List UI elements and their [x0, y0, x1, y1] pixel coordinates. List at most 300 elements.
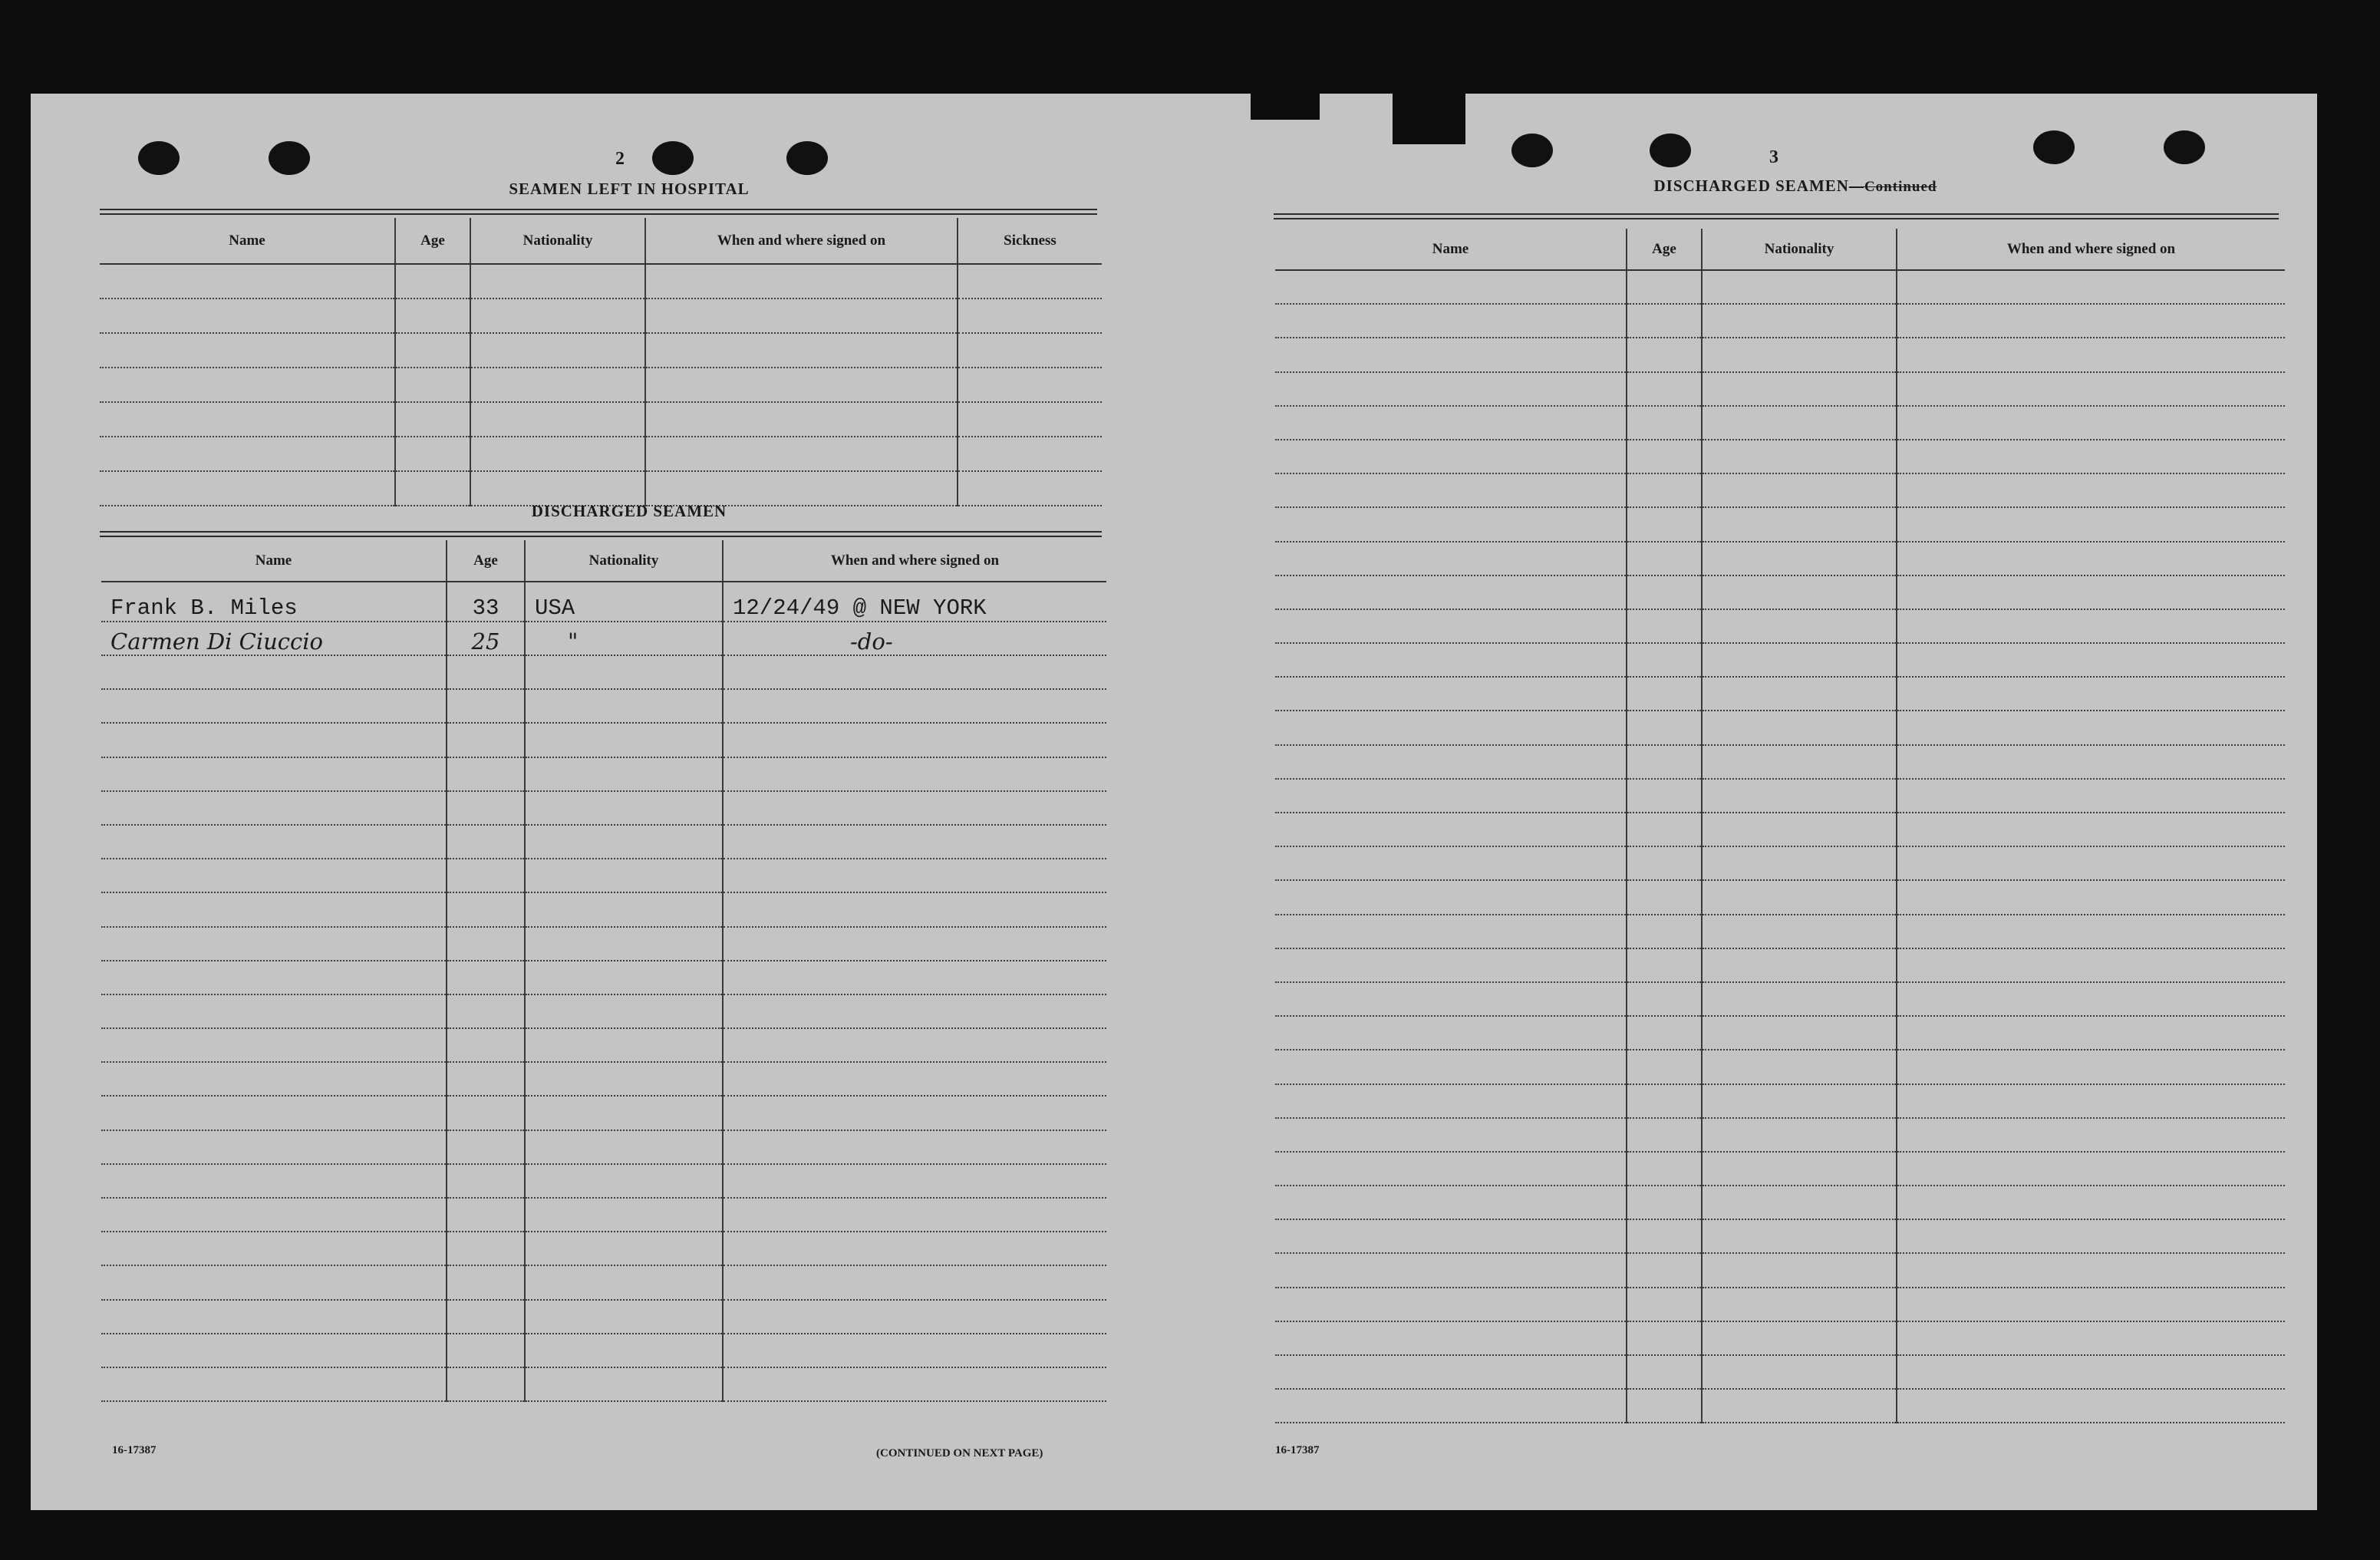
blank-row: [1275, 643, 2285, 677]
blank-cell: [723, 1232, 1106, 1265]
blank-cell: [1702, 609, 1897, 643]
blank-row: [1275, 779, 2285, 813]
blank-row: [1275, 270, 2285, 304]
blank-cell: [1897, 507, 2285, 541]
blank-cell: [723, 1062, 1106, 1096]
blank-row: [1275, 1219, 2285, 1253]
seaman-name: Frank B. Miles: [101, 582, 447, 622]
blank-cell: [101, 689, 447, 723]
blank-row: [1275, 1118, 2285, 1152]
blank-cell: [100, 437, 395, 471]
blank-cell: [447, 1334, 525, 1367]
blank-cell: [723, 859, 1106, 892]
blank-cell: [1627, 1084, 1702, 1118]
blank-cell: [1702, 1016, 1897, 1050]
blank-cell: [1897, 779, 2285, 813]
discharged-continued-title: [1588, 176, 2003, 196]
seaman-signed-on: -do-: [723, 622, 1106, 655]
punch-hole: [2033, 130, 2075, 164]
blank-cell: [958, 264, 1102, 298]
blank-row: [1275, 1321, 2285, 1355]
blank-cell: [1627, 304, 1702, 338]
blank-cell: [1897, 1355, 2285, 1389]
blank-cell: [1702, 1288, 1897, 1321]
blank-cell: [1897, 880, 2285, 914]
blank-cell: [447, 1232, 525, 1265]
blank-cell: [101, 1130, 447, 1164]
blank-cell: [723, 1096, 1106, 1130]
blank-cell: [101, 859, 447, 892]
blank-cell: [1897, 1016, 2285, 1050]
blank-cell: [395, 368, 470, 402]
blank-cell: [1275, 576, 1627, 609]
seaman-name: Carmen Di Ciuccio: [101, 622, 447, 655]
blank-cell: [1702, 1084, 1897, 1118]
blank-row: [1275, 677, 2285, 711]
blank-row: [101, 1028, 1106, 1062]
blank-cell: [1627, 745, 1702, 779]
blank-cell: [1702, 948, 1897, 982]
blank-cell: [525, 655, 723, 689]
blank-cell: [1897, 1050, 2285, 1083]
blank-cell: [101, 825, 447, 859]
blank-cell: [1627, 1219, 1702, 1253]
blank-cell: [723, 1028, 1106, 1062]
punch-hole: [138, 141, 180, 175]
blank-cell: [447, 1265, 525, 1299]
blank-cell: [645, 437, 958, 471]
blank-cell: [101, 1096, 447, 1130]
blank-cell: [525, 927, 723, 961]
blank-cell: [1627, 1186, 1702, 1219]
blank-cell: [447, 859, 525, 892]
blank-cell: [723, 892, 1106, 926]
blank-cell: [1627, 576, 1702, 609]
blank-cell: [525, 859, 723, 892]
blank-cell: [1897, 846, 2285, 880]
discharged-section-title: DISCHARGED SEAMEN: [531, 502, 727, 520]
blank-cell: [1275, 948, 1627, 982]
blank-cell: [1627, 915, 1702, 948]
blank-cell: [1702, 576, 1897, 609]
blank-cell: [525, 994, 723, 1028]
blank-cell: [447, 825, 525, 859]
blank-row: [1275, 880, 2285, 914]
blank-cell: [1627, 948, 1702, 982]
blank-cell: [1702, 1253, 1897, 1287]
blank-row: [101, 1096, 1106, 1130]
blank-cell: [1275, 1321, 1627, 1355]
punch-hole: [1511, 134, 1553, 167]
blank-cell: [1897, 406, 2285, 440]
blank-cell: [101, 655, 447, 689]
blank-cell: [1702, 338, 1897, 371]
blank-cell: [1897, 1288, 2285, 1321]
blank-cell: [1627, 1253, 1702, 1287]
blank-cell: [470, 264, 645, 298]
form-number: 16-17387: [112, 1444, 157, 1456]
blank-cell: [101, 723, 447, 757]
blank-cell: [723, 655, 1106, 689]
blank-cell: [1897, 576, 2285, 609]
blank-cell: [525, 1265, 723, 1299]
blank-cell: [100, 298, 395, 333]
blank-cell: [1897, 915, 2285, 948]
blank-cell: [447, 689, 525, 723]
blank-cell: [645, 471, 958, 506]
blank-cell: [1275, 1050, 1627, 1083]
blank-row: [100, 298, 1102, 333]
blank-cell: [1897, 473, 2285, 507]
blank-cell: [1897, 711, 2285, 744]
blank-row: [101, 1367, 1106, 1401]
blank-cell: [101, 1028, 447, 1062]
blank-row: [1275, 1389, 2285, 1423]
blank-cell: [525, 757, 723, 791]
discharged-rows: [101, 582, 1106, 655]
blank-cell: [1275, 643, 1627, 677]
blank-row: [1275, 576, 2285, 609]
blank-row: [100, 333, 1102, 368]
blank-cell: [1897, 677, 2285, 711]
punch-hole: [269, 141, 310, 175]
blank-cell: [723, 791, 1106, 825]
blank-cell: [1627, 473, 1702, 507]
blank-cell: [447, 1198, 525, 1232]
blank-cell: [1275, 338, 1627, 371]
blank-row: [1275, 948, 2285, 982]
blank-cell: [1627, 1152, 1702, 1186]
blank-cell: [1275, 406, 1627, 440]
blank-cell: [525, 1232, 723, 1265]
blank-cell: [447, 1164, 525, 1198]
blank-cell: [101, 1062, 447, 1096]
blank-cell: [395, 333, 470, 368]
blank-cell: [1702, 779, 1897, 813]
blank-cell: [525, 892, 723, 926]
blank-cell: [723, 1367, 1106, 1401]
blank-cell: [1627, 813, 1702, 846]
blank-cell: [470, 298, 645, 333]
blank-row: [1275, 609, 2285, 643]
blank-cell: [1275, 473, 1627, 507]
blank-cell: [525, 791, 723, 825]
blank-cell: [723, 1300, 1106, 1334]
blank-cell: [958, 333, 1102, 368]
blank-cell: [101, 1198, 447, 1232]
blank-cell: [1897, 1084, 2285, 1118]
blank-cell: [1702, 846, 1897, 880]
blank-cell: [1897, 813, 2285, 846]
blank-cell: [447, 1062, 525, 1096]
blank-cell: [1897, 440, 2285, 473]
blank-cell: [101, 994, 447, 1028]
column-header: When and where signed on: [723, 540, 1106, 582]
blank-cell: [1702, 1321, 1897, 1355]
blank-row: [1275, 711, 2285, 744]
seaman-age: 25: [447, 622, 525, 655]
blank-cell: [1702, 507, 1897, 541]
blank-cell: [1897, 270, 2285, 304]
blank-cell: [1627, 270, 1702, 304]
blank-row: [101, 1062, 1106, 1096]
blank-cell: [1897, 609, 2285, 643]
blank-row: [100, 471, 1102, 506]
section-rule: [1274, 213, 2279, 215]
blank-cell: [525, 1164, 723, 1198]
blank-cell: [1897, 338, 2285, 371]
punch-hole: [786, 141, 828, 175]
blank-row: [101, 1265, 1106, 1299]
hospital-table: [100, 218, 1102, 506]
form-sheet: [31, 94, 2317, 1510]
blank-cell: [101, 927, 447, 961]
blank-cell: [1702, 473, 1897, 507]
blank-row: [101, 1232, 1106, 1265]
blank-cell: [1275, 915, 1627, 948]
blank-row: [101, 1130, 1106, 1164]
blank-cell: [1275, 1355, 1627, 1389]
blank-row: [100, 437, 1102, 471]
blank-cell: [1702, 1050, 1897, 1083]
blank-cell: [1702, 270, 1897, 304]
blank-row: [101, 723, 1106, 757]
blank-row: [101, 1334, 1106, 1367]
blank-row: [1275, 813, 2285, 846]
column-header: Sickness: [958, 218, 1102, 264]
blank-row: [1275, 338, 2285, 371]
blank-cell: [1627, 846, 1702, 880]
blank-cell: [1275, 270, 1627, 304]
blank-cell: [1702, 643, 1897, 677]
blank-cell: [1627, 338, 1702, 371]
blank-cell: [1627, 507, 1702, 541]
seaman-nationality: USA: [525, 582, 723, 622]
blank-cell: [395, 402, 470, 437]
column-header: Age: [447, 540, 525, 582]
blank-cell: [395, 298, 470, 333]
blank-cell: [1275, 372, 1627, 406]
blank-row: [1275, 1253, 2285, 1287]
blank-row: [1275, 473, 2285, 507]
discharged-continued-table: [1275, 229, 2285, 1423]
blank-cell: [1275, 1016, 1627, 1050]
blank-row: [101, 825, 1106, 859]
blank-cell: [1275, 1288, 1627, 1321]
blank-cell: [447, 1130, 525, 1164]
blank-cell: [645, 264, 958, 298]
blank-cell: [1702, 304, 1897, 338]
table-row: [101, 582, 1106, 622]
title-struck-text: —Continued: [1848, 179, 1937, 195]
blank-cell: [723, 1334, 1106, 1367]
blank-row: [100, 402, 1102, 437]
blank-cell: [958, 298, 1102, 333]
blank-row: [101, 757, 1106, 791]
column-header: Name: [100, 218, 395, 264]
binder-tab: [1251, 91, 1320, 120]
seaman-nationality: ": [525, 622, 723, 655]
blank-cell: [1275, 1118, 1627, 1152]
blank-cell: [447, 655, 525, 689]
blank-cell: [100, 264, 395, 298]
blank-cell: [1702, 440, 1897, 473]
blank-cell: [470, 437, 645, 471]
blank-cell: [723, 757, 1106, 791]
blank-cell: [525, 961, 723, 994]
blank-cell: [723, 927, 1106, 961]
blank-cell: [723, 1130, 1106, 1164]
blank-cell: [1897, 1118, 2285, 1152]
blank-cell: [1275, 609, 1627, 643]
blank-cell: [1897, 304, 2285, 338]
blank-cell: [525, 1198, 723, 1232]
blank-cell: [1702, 745, 1897, 779]
blank-cell: [723, 689, 1106, 723]
blank-cell: [1897, 948, 2285, 982]
blank-cell: [525, 689, 723, 723]
blank-cell: [525, 1367, 723, 1401]
column-header: Age: [1627, 229, 1702, 270]
blank-cell: [447, 994, 525, 1028]
blank-row: [1275, 440, 2285, 473]
blank-cell: [1275, 440, 1627, 473]
blank-row: [1275, 507, 2285, 541]
blank-cell: [100, 333, 395, 368]
blank-cell: [447, 757, 525, 791]
blank-cell: [1275, 779, 1627, 813]
blank-row: [1275, 1016, 2285, 1050]
blank-cell: [395, 264, 470, 298]
punch-hole: [652, 141, 694, 175]
blank-cell: [1627, 1389, 1702, 1423]
blank-cell: [1627, 779, 1702, 813]
blank-row: [101, 1198, 1106, 1232]
blank-cell: [101, 1367, 447, 1401]
blank-cell: [447, 892, 525, 926]
blank-cell: [1275, 542, 1627, 576]
blank-cell: [1702, 982, 1897, 1016]
seaman-signed-on: 12/24/49 @ NEW YORK: [723, 582, 1106, 622]
form-number: 16-17387: [1275, 1444, 1320, 1456]
blank-cell: [1627, 1321, 1702, 1355]
blank-cell: [1702, 813, 1897, 846]
blank-cell: [1702, 406, 1897, 440]
blank-cell: [1702, 1355, 1897, 1389]
blank-row: [1275, 1050, 2285, 1083]
blank-cell: [723, 825, 1106, 859]
blank-cell: [1627, 440, 1702, 473]
blank-cell: [1897, 1186, 2285, 1219]
column-header: When and where signed on: [645, 218, 958, 264]
blank-cell: [1275, 982, 1627, 1016]
blank-row: [101, 927, 1106, 961]
continued-note: (CONTINUED ON NEXT PAGE): [876, 1447, 1043, 1459]
blank-cell: [1627, 372, 1702, 406]
blank-cell: [100, 368, 395, 402]
blank-row: [1275, 1186, 2285, 1219]
blank-cell: [470, 471, 645, 506]
blank-cell: [645, 368, 958, 402]
blank-row: [1275, 1084, 2285, 1118]
blank-cell: [470, 333, 645, 368]
blank-cell: [1275, 745, 1627, 779]
blank-cell: [1627, 677, 1702, 711]
blank-row: [100, 368, 1102, 402]
blank-cell: [1897, 372, 2285, 406]
blank-cell: [1702, 711, 1897, 744]
blank-cell: [1275, 880, 1627, 914]
blank-cell: [525, 825, 723, 859]
column-header: Nationality: [525, 540, 723, 582]
blank-cell: [1275, 507, 1627, 541]
blank-cell: [525, 723, 723, 757]
blank-cell: [1897, 643, 2285, 677]
blank-cell: [447, 723, 525, 757]
blank-row: [1275, 372, 2285, 406]
blank-cell: [1897, 542, 2285, 576]
blank-cell: [723, 1198, 1106, 1232]
blank-cell: [1627, 1118, 1702, 1152]
blank-cell: [645, 333, 958, 368]
blank-row: [1275, 1288, 2285, 1321]
blank-cell: [1702, 1186, 1897, 1219]
blank-cell: [101, 1232, 447, 1265]
blank-cell: [1627, 643, 1702, 677]
discharged-blank-rows: [101, 655, 1106, 1401]
blank-cell: [101, 1265, 447, 1299]
blank-cell: [1702, 1118, 1897, 1152]
blank-cell: [525, 1028, 723, 1062]
blank-row: [101, 791, 1106, 825]
blank-row: [1275, 1152, 2285, 1186]
blank-row: [101, 961, 1106, 994]
hospital-rows: [100, 264, 1102, 506]
blank-row: [101, 1300, 1106, 1334]
blank-cell: [1627, 1355, 1702, 1389]
blank-row: [101, 655, 1106, 689]
blank-cell: [395, 471, 470, 506]
blank-cell: [470, 402, 645, 437]
blank-row: [1275, 846, 2285, 880]
blank-row: [1275, 406, 2285, 440]
blank-cell: [447, 1367, 525, 1401]
blank-cell: [101, 1300, 447, 1334]
title-text: DISCHARGED SEAMEN: [1653, 176, 1849, 195]
discharged-continued-rows: [1275, 270, 2285, 1423]
column-header: Name: [1275, 229, 1627, 270]
blank-cell: [1275, 677, 1627, 711]
blank-cell: [1627, 542, 1702, 576]
blank-cell: [525, 1300, 723, 1334]
blank-row: [1275, 745, 2285, 779]
blank-cell: [1627, 406, 1702, 440]
blank-cell: [1897, 1152, 2285, 1186]
blank-cell: [1702, 1389, 1897, 1423]
blank-cell: [1275, 813, 1627, 846]
blank-cell: [1275, 1389, 1627, 1423]
blank-cell: [525, 1334, 723, 1367]
blank-cell: [395, 437, 470, 471]
page-number: 3: [1769, 147, 1778, 167]
blank-cell: [447, 927, 525, 961]
punch-hole: [2164, 130, 2205, 164]
blank-cell: [101, 1334, 447, 1367]
blank-cell: [723, 1265, 1106, 1299]
blank-cell: [1897, 982, 2285, 1016]
blank-row: [1275, 542, 2285, 576]
hospital-section-title: SEAMEN LEFT IN HOSPITAL: [509, 180, 750, 198]
